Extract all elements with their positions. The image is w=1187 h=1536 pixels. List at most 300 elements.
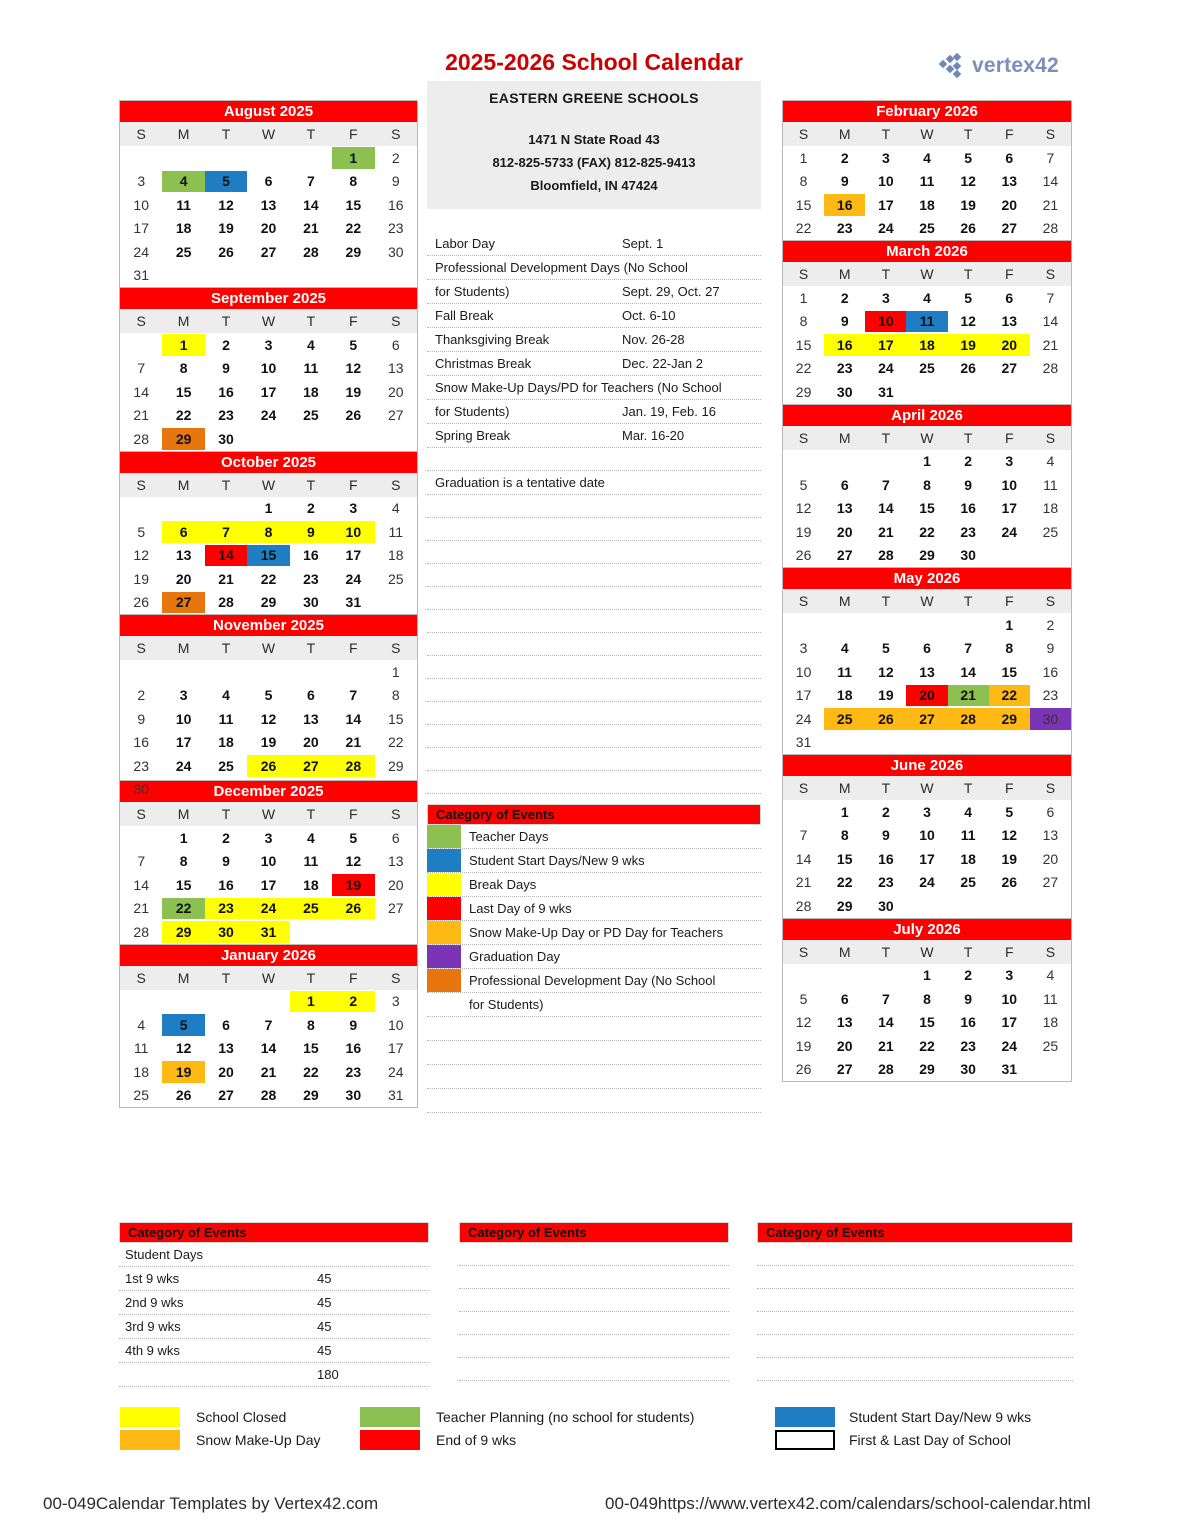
day-cell[interactable] bbox=[865, 847, 906, 871]
day-cell[interactable] bbox=[1030, 987, 1071, 1011]
day-cell[interactable] bbox=[162, 591, 204, 615]
day-cell[interactable] bbox=[948, 824, 989, 848]
day-cell[interactable] bbox=[989, 1011, 1030, 1035]
day-cell[interactable] bbox=[375, 1060, 417, 1084]
day-cell[interactable] bbox=[332, 754, 374, 778]
day-cell[interactable] bbox=[906, 450, 947, 474]
day-cell[interactable] bbox=[162, 404, 204, 428]
day-cell[interactable] bbox=[1030, 707, 1071, 731]
day-cell[interactable] bbox=[824, 473, 865, 497]
day-cell[interactable] bbox=[906, 1058, 947, 1082]
day-cell[interactable] bbox=[824, 357, 865, 381]
day-cell[interactable] bbox=[948, 1058, 989, 1082]
day-cell[interactable] bbox=[906, 520, 947, 544]
day-cell[interactable] bbox=[120, 217, 162, 241]
day-cell[interactable] bbox=[783, 170, 824, 194]
day-cell[interactable] bbox=[120, 850, 162, 874]
day-cell[interactable] bbox=[162, 1060, 204, 1084]
day-cell[interactable] bbox=[1030, 637, 1071, 661]
day-cell[interactable] bbox=[906, 217, 947, 241]
day-cell[interactable] bbox=[290, 850, 332, 874]
day-cell[interactable] bbox=[120, 544, 162, 568]
day-cell[interactable] bbox=[824, 333, 865, 357]
day-cell[interactable] bbox=[375, 731, 417, 755]
day-cell[interactable] bbox=[824, 660, 865, 684]
day-cell[interactable] bbox=[332, 873, 374, 897]
day-cell[interactable] bbox=[783, 987, 824, 1011]
day-cell[interactable] bbox=[906, 357, 947, 381]
day-cell[interactable] bbox=[162, 357, 204, 381]
day-cell[interactable] bbox=[332, 333, 374, 357]
day-cell[interactable] bbox=[783, 497, 824, 521]
day-cell[interactable] bbox=[247, 1037, 289, 1061]
day-cell[interactable] bbox=[205, 1013, 247, 1037]
day-cell[interactable] bbox=[783, 1058, 824, 1082]
day-cell[interactable] bbox=[247, 1013, 289, 1037]
day-cell[interactable] bbox=[948, 987, 989, 1011]
day-cell[interactable] bbox=[865, 170, 906, 194]
day-cell[interactable] bbox=[783, 217, 824, 241]
day-cell[interactable] bbox=[375, 497, 417, 521]
day-cell[interactable] bbox=[332, 520, 374, 544]
day-cell[interactable] bbox=[824, 544, 865, 568]
day-cell[interactable] bbox=[865, 637, 906, 661]
day-cell[interactable] bbox=[865, 473, 906, 497]
day-cell[interactable] bbox=[375, 193, 417, 217]
day-cell[interactable] bbox=[332, 707, 374, 731]
day-cell[interactable] bbox=[906, 310, 947, 334]
day-cell[interactable] bbox=[948, 964, 989, 988]
day-cell[interactable] bbox=[865, 824, 906, 848]
day-cell[interactable] bbox=[989, 170, 1030, 194]
day-cell[interactable] bbox=[824, 380, 865, 404]
day-cell[interactable] bbox=[162, 427, 204, 451]
day-cell[interactable] bbox=[948, 847, 989, 871]
day-cell[interactable] bbox=[162, 684, 204, 708]
day-cell[interactable] bbox=[332, 357, 374, 381]
day-cell[interactable] bbox=[989, 613, 1030, 637]
day-cell[interactable] bbox=[906, 824, 947, 848]
day-cell[interactable] bbox=[120, 731, 162, 755]
day-cell[interactable] bbox=[205, 754, 247, 778]
day-cell[interactable] bbox=[247, 567, 289, 591]
day-cell[interactable] bbox=[783, 544, 824, 568]
day-cell[interactable] bbox=[290, 520, 332, 544]
day-cell[interactable] bbox=[1030, 871, 1071, 895]
day-cell[interactable] bbox=[1030, 310, 1071, 334]
day-cell[interactable] bbox=[332, 1084, 374, 1108]
day-cell[interactable] bbox=[865, 894, 906, 918]
day-cell[interactable] bbox=[332, 591, 374, 615]
day-cell[interactable] bbox=[824, 894, 865, 918]
day-cell[interactable] bbox=[205, 193, 247, 217]
day-cell[interactable] bbox=[824, 1034, 865, 1058]
day-cell[interactable] bbox=[948, 146, 989, 170]
day-cell[interactable] bbox=[120, 520, 162, 544]
day-cell[interactable] bbox=[783, 357, 824, 381]
day-cell[interactable] bbox=[948, 684, 989, 708]
day-cell[interactable] bbox=[948, 170, 989, 194]
day-cell[interactable] bbox=[247, 754, 289, 778]
day-cell[interactable] bbox=[162, 826, 204, 850]
day-cell[interactable] bbox=[865, 871, 906, 895]
day-cell[interactable] bbox=[290, 333, 332, 357]
day-cell[interactable] bbox=[290, 1013, 332, 1037]
day-cell[interactable] bbox=[1030, 357, 1071, 381]
day-cell[interactable] bbox=[375, 240, 417, 264]
day-cell[interactable] bbox=[906, 1034, 947, 1058]
day-cell[interactable] bbox=[120, 754, 162, 778]
day-cell[interactable] bbox=[205, 333, 247, 357]
day-cell[interactable] bbox=[290, 754, 332, 778]
day-cell[interactable] bbox=[290, 707, 332, 731]
day-cell[interactable] bbox=[824, 684, 865, 708]
day-cell[interactable] bbox=[205, 427, 247, 451]
day-cell[interactable] bbox=[120, 591, 162, 615]
day-cell[interactable] bbox=[205, 1084, 247, 1108]
day-cell[interactable] bbox=[375, 660, 417, 684]
day-cell[interactable] bbox=[162, 544, 204, 568]
day-cell[interactable] bbox=[247, 333, 289, 357]
day-cell[interactable] bbox=[906, 170, 947, 194]
day-cell[interactable] bbox=[375, 873, 417, 897]
day-cell[interactable] bbox=[290, 357, 332, 381]
day-cell[interactable] bbox=[783, 871, 824, 895]
day-cell[interactable] bbox=[989, 286, 1030, 310]
day-cell[interactable] bbox=[290, 1084, 332, 1108]
day-cell[interactable] bbox=[247, 591, 289, 615]
day-cell[interactable] bbox=[205, 873, 247, 897]
day-cell[interactable] bbox=[290, 990, 332, 1014]
day-cell[interactable] bbox=[989, 193, 1030, 217]
day-cell[interactable] bbox=[989, 450, 1030, 474]
day-cell[interactable] bbox=[162, 567, 204, 591]
day-cell[interactable] bbox=[906, 544, 947, 568]
day-cell[interactable] bbox=[375, 520, 417, 544]
day-cell[interactable] bbox=[783, 1034, 824, 1058]
day-cell[interactable] bbox=[332, 990, 374, 1014]
day-cell[interactable] bbox=[989, 637, 1030, 661]
day-cell[interactable] bbox=[865, 800, 906, 824]
day-cell[interactable] bbox=[162, 1037, 204, 1061]
day-cell[interactable] bbox=[824, 824, 865, 848]
day-cell[interactable] bbox=[205, 826, 247, 850]
day-cell[interactable] bbox=[162, 754, 204, 778]
day-cell[interactable] bbox=[375, 990, 417, 1014]
day-cell[interactable] bbox=[162, 707, 204, 731]
day-cell[interactable] bbox=[120, 1084, 162, 1108]
day-cell[interactable] bbox=[247, 684, 289, 708]
day-cell[interactable] bbox=[865, 310, 906, 334]
day-cell[interactable] bbox=[120, 240, 162, 264]
day-cell[interactable] bbox=[247, 873, 289, 897]
day-cell[interactable] bbox=[332, 240, 374, 264]
day-cell[interactable] bbox=[989, 520, 1030, 544]
day-cell[interactable] bbox=[290, 170, 332, 194]
day-cell[interactable] bbox=[948, 310, 989, 334]
day-cell[interactable] bbox=[906, 800, 947, 824]
day-cell[interactable] bbox=[989, 357, 1030, 381]
day-cell[interactable] bbox=[865, 193, 906, 217]
day-cell[interactable] bbox=[824, 637, 865, 661]
day-cell[interactable] bbox=[332, 897, 374, 921]
day-cell[interactable] bbox=[205, 520, 247, 544]
day-cell[interactable] bbox=[375, 707, 417, 731]
day-cell[interactable] bbox=[205, 850, 247, 874]
day-cell[interactable] bbox=[247, 544, 289, 568]
day-cell[interactable] bbox=[120, 380, 162, 404]
day-cell[interactable] bbox=[989, 473, 1030, 497]
day-cell[interactable] bbox=[162, 193, 204, 217]
day-cell[interactable] bbox=[332, 1060, 374, 1084]
day-cell[interactable] bbox=[783, 286, 824, 310]
day-cell[interactable] bbox=[375, 380, 417, 404]
day-cell[interactable] bbox=[906, 637, 947, 661]
day-cell[interactable] bbox=[865, 146, 906, 170]
day-cell[interactable] bbox=[332, 193, 374, 217]
day-cell[interactable] bbox=[906, 193, 947, 217]
day-cell[interactable] bbox=[290, 873, 332, 897]
day-cell[interactable] bbox=[162, 520, 204, 544]
day-cell[interactable] bbox=[375, 404, 417, 428]
day-cell[interactable] bbox=[906, 473, 947, 497]
day-cell[interactable] bbox=[290, 897, 332, 921]
day-cell[interactable] bbox=[290, 217, 332, 241]
day-cell[interactable] bbox=[205, 731, 247, 755]
day-cell[interactable] bbox=[120, 1013, 162, 1037]
day-cell[interactable] bbox=[162, 333, 204, 357]
day-cell[interactable] bbox=[120, 170, 162, 194]
day-cell[interactable] bbox=[375, 170, 417, 194]
day-cell[interactable] bbox=[162, 731, 204, 755]
day-cell[interactable] bbox=[906, 286, 947, 310]
day-cell[interactable] bbox=[375, 1084, 417, 1108]
day-cell[interactable] bbox=[824, 800, 865, 824]
day-cell[interactable] bbox=[1030, 146, 1071, 170]
day-cell[interactable] bbox=[1030, 450, 1071, 474]
day-cell[interactable] bbox=[865, 987, 906, 1011]
day-cell[interactable] bbox=[989, 333, 1030, 357]
day-cell[interactable] bbox=[205, 707, 247, 731]
day-cell[interactable] bbox=[989, 987, 1030, 1011]
day-cell[interactable] bbox=[290, 404, 332, 428]
day-cell[interactable] bbox=[162, 217, 204, 241]
day-cell[interactable] bbox=[1030, 613, 1071, 637]
day-cell[interactable] bbox=[120, 897, 162, 921]
day-cell[interactable] bbox=[989, 707, 1030, 731]
day-cell[interactable] bbox=[783, 310, 824, 334]
day-cell[interactable] bbox=[332, 850, 374, 874]
day-cell[interactable] bbox=[948, 450, 989, 474]
day-cell[interactable] bbox=[865, 544, 906, 568]
day-cell[interactable] bbox=[247, 920, 289, 944]
day-cell[interactable] bbox=[865, 1034, 906, 1058]
day-cell[interactable] bbox=[906, 684, 947, 708]
day-cell[interactable] bbox=[783, 333, 824, 357]
day-cell[interactable] bbox=[290, 731, 332, 755]
day-cell[interactable] bbox=[948, 520, 989, 544]
day-cell[interactable] bbox=[989, 964, 1030, 988]
day-cell[interactable] bbox=[948, 800, 989, 824]
day-cell[interactable] bbox=[205, 920, 247, 944]
day-cell[interactable] bbox=[783, 824, 824, 848]
day-cell[interactable] bbox=[375, 357, 417, 381]
day-cell[interactable] bbox=[948, 1034, 989, 1058]
day-cell[interactable] bbox=[989, 684, 1030, 708]
day-cell[interactable] bbox=[783, 637, 824, 661]
day-cell[interactable] bbox=[783, 731, 824, 755]
day-cell[interactable] bbox=[332, 544, 374, 568]
day-cell[interactable] bbox=[989, 800, 1030, 824]
day-cell[interactable] bbox=[948, 286, 989, 310]
day-cell[interactable] bbox=[989, 1058, 1030, 1082]
day-cell[interactable] bbox=[824, 847, 865, 871]
day-cell[interactable] bbox=[205, 544, 247, 568]
day-cell[interactable] bbox=[783, 520, 824, 544]
day-cell[interactable] bbox=[247, 357, 289, 381]
day-cell[interactable] bbox=[906, 333, 947, 357]
day-cell[interactable] bbox=[162, 240, 204, 264]
day-cell[interactable] bbox=[1030, 800, 1071, 824]
day-cell[interactable] bbox=[162, 1013, 204, 1037]
day-cell[interactable] bbox=[247, 404, 289, 428]
day-cell[interactable] bbox=[865, 286, 906, 310]
day-cell[interactable] bbox=[783, 1011, 824, 1035]
day-cell[interactable] bbox=[375, 333, 417, 357]
day-cell[interactable] bbox=[824, 310, 865, 334]
day-cell[interactable] bbox=[906, 1011, 947, 1035]
day-cell[interactable] bbox=[375, 1037, 417, 1061]
day-cell[interactable] bbox=[162, 897, 204, 921]
day-cell[interactable] bbox=[948, 1011, 989, 1035]
day-cell[interactable] bbox=[824, 987, 865, 1011]
day-cell[interactable] bbox=[948, 497, 989, 521]
day-cell[interactable] bbox=[906, 987, 947, 1011]
day-cell[interactable] bbox=[290, 497, 332, 521]
day-cell[interactable] bbox=[205, 591, 247, 615]
day-cell[interactable] bbox=[162, 1084, 204, 1108]
day-cell[interactable] bbox=[247, 497, 289, 521]
day-cell[interactable] bbox=[332, 567, 374, 591]
day-cell[interactable] bbox=[1030, 286, 1071, 310]
day-cell[interactable] bbox=[948, 637, 989, 661]
day-cell[interactable] bbox=[865, 520, 906, 544]
day-cell[interactable] bbox=[824, 286, 865, 310]
day-cell[interactable] bbox=[783, 684, 824, 708]
day-cell[interactable] bbox=[783, 847, 824, 871]
day-cell[interactable] bbox=[865, 380, 906, 404]
day-cell[interactable] bbox=[906, 497, 947, 521]
day-cell[interactable] bbox=[948, 217, 989, 241]
day-cell[interactable] bbox=[989, 824, 1030, 848]
day-cell[interactable] bbox=[1030, 170, 1071, 194]
day-cell[interactable] bbox=[120, 404, 162, 428]
day-cell[interactable] bbox=[906, 871, 947, 895]
day-cell[interactable] bbox=[824, 497, 865, 521]
day-cell[interactable] bbox=[120, 567, 162, 591]
day-cell[interactable] bbox=[205, 380, 247, 404]
day-cell[interactable] bbox=[865, 684, 906, 708]
day-cell[interactable] bbox=[783, 146, 824, 170]
day-cell[interactable] bbox=[247, 1060, 289, 1084]
day-cell[interactable] bbox=[375, 897, 417, 921]
day-cell[interactable] bbox=[162, 170, 204, 194]
day-cell[interactable] bbox=[865, 333, 906, 357]
day-cell[interactable] bbox=[247, 380, 289, 404]
day-cell[interactable] bbox=[906, 964, 947, 988]
day-cell[interactable] bbox=[247, 193, 289, 217]
day-cell[interactable] bbox=[824, 707, 865, 731]
day-cell[interactable] bbox=[1030, 333, 1071, 357]
day-cell[interactable] bbox=[247, 240, 289, 264]
day-cell[interactable] bbox=[205, 1037, 247, 1061]
day-cell[interactable] bbox=[824, 193, 865, 217]
day-cell[interactable] bbox=[1030, 684, 1071, 708]
day-cell[interactable] bbox=[205, 240, 247, 264]
day-cell[interactable] bbox=[989, 847, 1030, 871]
day-cell[interactable] bbox=[332, 404, 374, 428]
day-cell[interactable] bbox=[948, 473, 989, 497]
day-cell[interactable] bbox=[989, 871, 1030, 895]
day-cell[interactable] bbox=[290, 591, 332, 615]
day-cell[interactable] bbox=[948, 357, 989, 381]
day-cell[interactable] bbox=[290, 684, 332, 708]
day-cell[interactable] bbox=[948, 544, 989, 568]
day-cell[interactable] bbox=[162, 380, 204, 404]
day-cell[interactable] bbox=[290, 567, 332, 591]
day-cell[interactable] bbox=[783, 473, 824, 497]
day-cell[interactable] bbox=[989, 146, 1030, 170]
day-cell[interactable] bbox=[375, 217, 417, 241]
day-cell[interactable] bbox=[247, 731, 289, 755]
day-cell[interactable] bbox=[1030, 824, 1071, 848]
day-cell[interactable] bbox=[120, 357, 162, 381]
day-cell[interactable] bbox=[906, 660, 947, 684]
day-cell[interactable] bbox=[989, 497, 1030, 521]
day-cell[interactable] bbox=[375, 544, 417, 568]
day-cell[interactable] bbox=[1030, 497, 1071, 521]
day-cell[interactable] bbox=[1030, 473, 1071, 497]
day-cell[interactable] bbox=[1030, 217, 1071, 241]
day-cell[interactable] bbox=[120, 684, 162, 708]
day-cell[interactable] bbox=[375, 567, 417, 591]
day-cell[interactable] bbox=[824, 520, 865, 544]
day-cell[interactable] bbox=[247, 1084, 289, 1108]
day-cell[interactable] bbox=[948, 871, 989, 895]
day-cell[interactable] bbox=[865, 707, 906, 731]
day-cell[interactable] bbox=[120, 264, 162, 288]
day-cell[interactable] bbox=[783, 660, 824, 684]
day-cell[interactable] bbox=[1030, 660, 1071, 684]
day-cell[interactable] bbox=[247, 826, 289, 850]
day-cell[interactable] bbox=[865, 357, 906, 381]
day-cell[interactable] bbox=[1030, 964, 1071, 988]
day-cell[interactable] bbox=[824, 1058, 865, 1082]
day-cell[interactable] bbox=[120, 1060, 162, 1084]
day-cell[interactable] bbox=[332, 217, 374, 241]
day-cell[interactable] bbox=[205, 357, 247, 381]
day-cell[interactable] bbox=[865, 217, 906, 241]
day-cell[interactable] bbox=[783, 193, 824, 217]
day-cell[interactable] bbox=[120, 427, 162, 451]
day-cell[interactable] bbox=[375, 850, 417, 874]
day-cell[interactable] bbox=[332, 1037, 374, 1061]
day-cell[interactable] bbox=[1030, 193, 1071, 217]
day-cell[interactable] bbox=[989, 660, 1030, 684]
day-cell[interactable] bbox=[247, 850, 289, 874]
day-cell[interactable] bbox=[948, 660, 989, 684]
day-cell[interactable] bbox=[247, 520, 289, 544]
